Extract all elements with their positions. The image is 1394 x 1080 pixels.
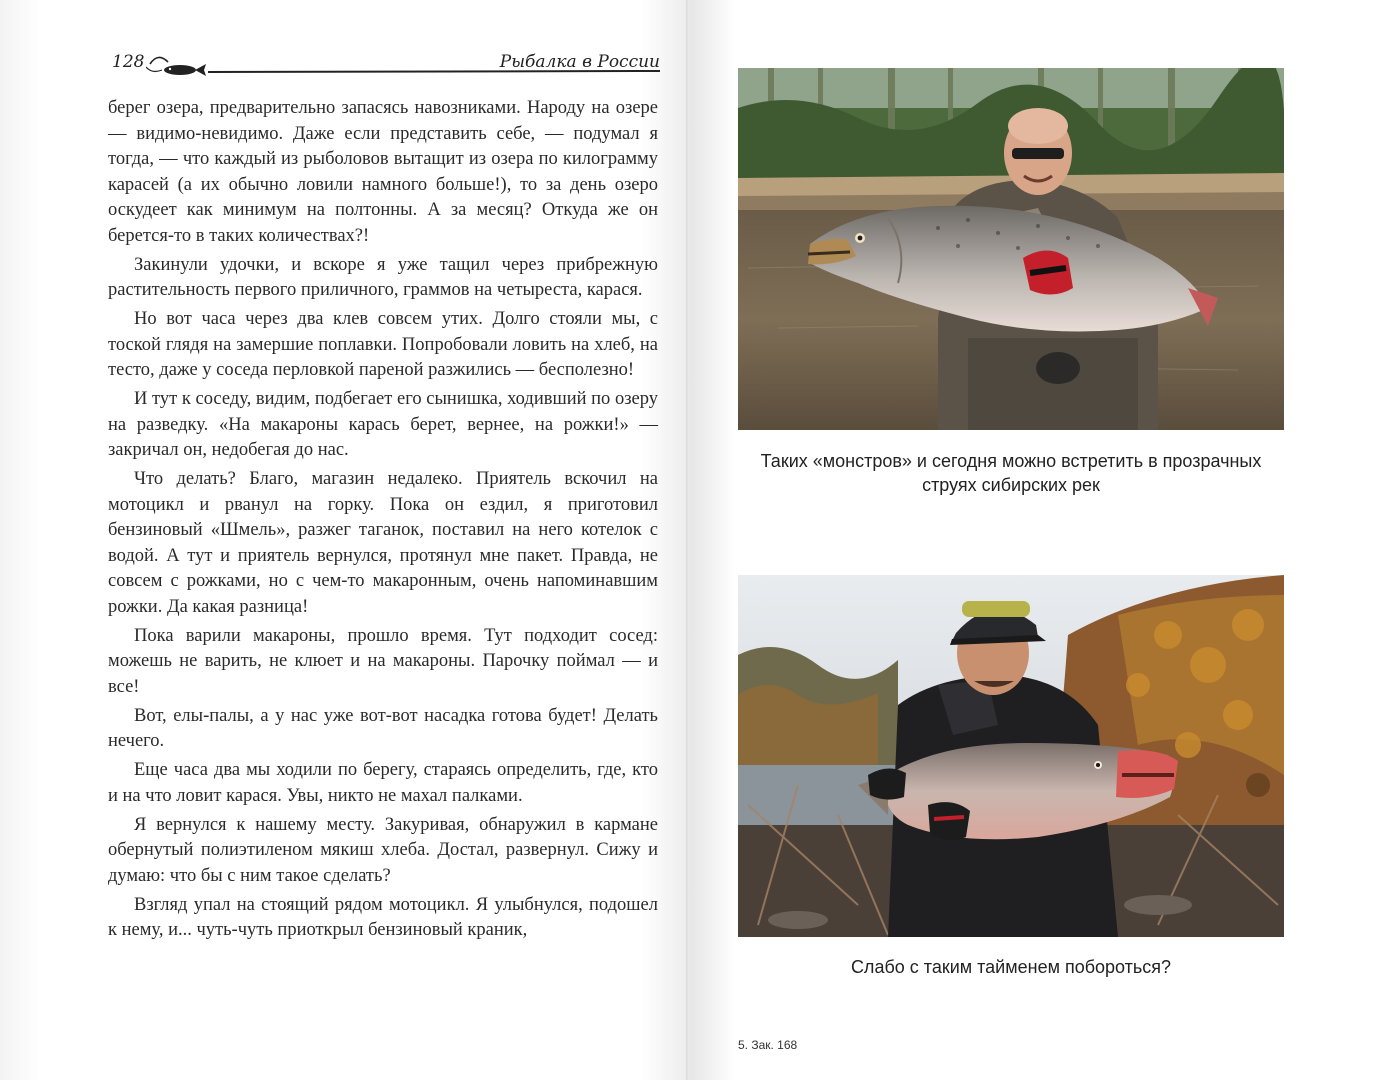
paragraph: берег озера, предварительно запасясь навозниками. Народу на озере — видимо-невидимо. Даже если представить себе, — подумал я тогда, — что каждый из рыболовов вытащит из озера по килограмму карасей (а их обычно ловили намного больше!), то за день озеро оскудеет как минимум на полтонны. А за месяц? Откуда же он берется-то в таких количествах?! — [108, 98, 658, 246]
paragraph: Но вот часа через два клев совсем утих. Долго стояли мы, с тоской глядя на замершие поплавки. Попробовали ловить на хлеб, на тесто, даже у соседа перловкой пареной разжились — бесполезно! — [108, 309, 658, 381]
running-title: Рыбалка в России — [499, 52, 660, 72]
paragraph: Еще часа два мы ходили по берегу, стараясь определить, где, кто и на что ловит карася. Увы, никто не махал палками. — [108, 760, 658, 806]
photo-2-image — [738, 575, 1284, 937]
paragraph: Я вернулся к нашему месту. Закуривая, обнаружил в кармане обернутый полиэтиленом мякиш хлеба. Достал, развернул. Сижу и думаю: что бы с ним такое сделать? — [108, 814, 658, 886]
left-page — [0, 0, 690, 1080]
photo-1-caption: Таких «монстров» и сегодня можно встретить в прозрачных струях сибирских рек — [760, 451, 1262, 495]
running-header — [112, 50, 660, 80]
paragraph: И тут к соседу, видим, подбегает его сынишка, ходивший по озеру на разведку. «На макароны карась берет, вернее, на рожки!» — закричал он, недобегая до нас. — [108, 389, 658, 461]
page-number: 128 — [112, 52, 145, 72]
printer-signature: 5. Зак. 168 — [738, 1038, 798, 1052]
photo-1-image — [738, 68, 1284, 430]
paragraph: Пока варили макароны, прошло время. Тут подходит сосед: можешь не варить, не клюет и на макароны. Парочку поймал — и все! — [108, 625, 658, 697]
paragraph: Закинули удочки, и вскоре я уже тащил через прибрежную растительность первого приличного, граммов на четыреста, карася. — [108, 254, 658, 301]
photo-2-caption: Слабо с таким тайменем побороться? — [850, 957, 1172, 977]
photo-angler-river — [738, 68, 1284, 430]
photo-angler-autumn — [738, 575, 1284, 937]
paragraph: Что делать? Благо, магазин недалеко. Приятель вскочил на мотоцикл и рванул на горку. Пока он ездил, я приготовил бензиновый «Шмель», разжег таганок, поставил на него котелок с водой. А тут и приятель вернулся, протянул мне пакет. Правда, не совсем с рожками, но с чем-то макаронным, очень напоминавшим рожки. Да какая разница! — [108, 469, 658, 618]
paragraph: Вот, елы-палы, а у нас уже вот-вот насадка готова будет! Делать нечего. — [108, 705, 658, 752]
paragraph: Взгляд упал на стоящий рядом мотоцикл. Я улыбнулся, подошел к нему, и... чуть-чуть приоткрыл бензиновый краник, — [108, 894, 658, 941]
body-text — [108, 96, 658, 947]
